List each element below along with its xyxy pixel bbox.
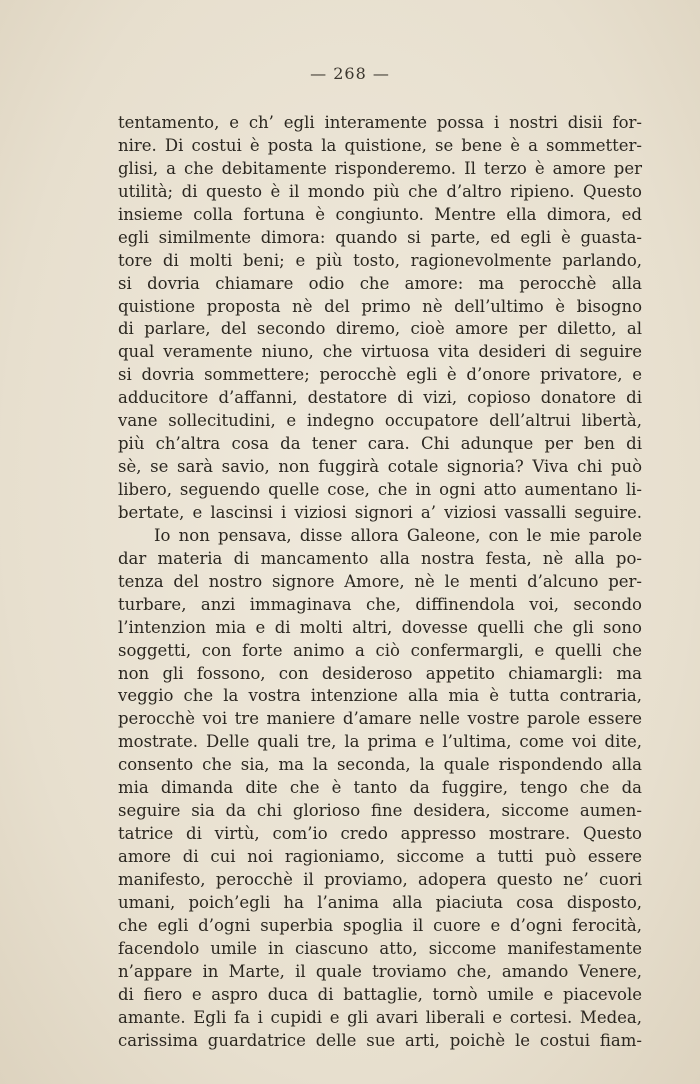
text-line: che egli d’ogni superbia spoglia il cuore e d’ogni ferocità, — [118, 915, 642, 935]
text-line: dar materia di mancamento alla nostra festa, nè alla po- — [118, 548, 642, 568]
text-line: libero, seguendo quelle cose, che in ogni atto aumentano li- — [118, 480, 642, 499]
text-line: umani, poich’egli ha l’anima alla piaciuta cosa disposto, — [118, 892, 642, 912]
text-line: facendolo umile in ciascuno atto, siccome manifestamente — [118, 938, 642, 958]
text-line: glisi, a che debitamente risponderemo. Il terzo è amore per — [118, 158, 642, 178]
text-line: amante. Egli fa i cupidi e gli avari liberali e cortesi. Medea, — [118, 1007, 642, 1027]
paragraph — [118, 112, 642, 525]
text-line: mostrate. Delle quali tre, la prima e l’ultima, come voi dite, — [118, 732, 642, 752]
text-line: turbare, anzi immaginava che, diffinendola voi, secondo — [118, 594, 642, 614]
text-line: seguire sia da chi glorioso fine desidera, siccome aumen- — [118, 801, 642, 821]
text-line: veggio che la vostra intenzione alla mia è tutta contraria, — [118, 686, 642, 706]
text-line: utilità; di questo è il mondo più che d’altro ripieno. Questo — [118, 181, 642, 201]
text-line: egli similmente dimora: quando si parte, ed egli è guasta- — [118, 227, 642, 247]
text-line: n’appare in Marte, il quale troviamo che, amando Venere, — [118, 961, 642, 981]
text-line: tore di molti beni; e più tosto, ragionevolmente parlando, — [118, 250, 642, 270]
text-line: perocchè voi tre maniere d’amare nelle vostre parole essere — [118, 709, 642, 729]
text-line: qual veramente niuno, che virtuosa vita desideri di seguire — [118, 342, 642, 362]
text-line: nire. Di costui è posta la quistione, se bene è a sommetter- — [118, 135, 642, 155]
text-line: vane sollecitudini, e indegno occupatore dell’altrui libertà, — [118, 411, 642, 431]
text-line: carissima guardatrice delle sue arti, poichè le costui fiam- — [118, 1030, 642, 1050]
text-line: più ch’altra cosa da tener cara. Chi adunque per ben di — [118, 434, 642, 454]
paragraph — [118, 525, 642, 1053]
text-line: tenza del nostro signore Amore, nè le menti d’alcuno per- — [118, 571, 642, 591]
text-line: tatrice di virtù, com’io credo appresso mostrare. Questo — [118, 824, 642, 844]
text-line: amore di cui noi ragioniamo, siccome a tutti può essere — [118, 847, 642, 866]
text-line: quistione proposta nè del primo nè dell’ultimo è bisogno — [118, 296, 642, 316]
text-line: l’intenzion mia e di molti altri, dovesse quelli che gli sono — [118, 617, 642, 637]
body-text — [118, 112, 642, 1052]
text-line: insieme colla fortuna è congiunto. Mentre ella dimora, ed — [118, 204, 642, 224]
text-line: manifesto, perocchè il proviamo, adopera questo ne’ cuori — [118, 869, 642, 889]
page-number: — 268 — — [310, 64, 390, 83]
text-line: mia dimanda dite che è tanto da fuggire, tengo che da — [118, 778, 642, 798]
text-line: soggetti, con forte animo a ciò confermargli, e quelli che — [118, 640, 642, 660]
text-line: sè, se sarà savio, non fuggirà cotale signoria? Viva chi può — [118, 457, 642, 477]
text-line: di fiero e aspro duca di battaglie, tornò umile e piacevole — [118, 984, 642, 1004]
text-line: Io non pensava, disse allora Galeone, con le mie parole — [154, 525, 642, 545]
text-line: bertate, e lascinsi i viziosi signori a’ viziosi vassalli seguire. — [118, 502, 642, 522]
text-line: non gli fossono, con desideroso appetito chiamargli: ma — [118, 663, 642, 683]
text-line: di parlare, del secondo diremo, cioè amore per diletto, al — [118, 319, 642, 339]
text-line: adducitore d’affanni, destatore di vizi, copioso donatore di — [118, 388, 642, 408]
text-line: si dovria chiamare odio che amore: ma perocchè alla — [118, 273, 642, 293]
text-line: consento che sia, ma la seconda, la quale rispondendo alla — [118, 755, 642, 775]
text-line: tentamento, e ch’ egli interamente possa i nostri disii for- — [118, 113, 642, 132]
text-line: si dovria sommettere; perocchè egli è d’onore privatore, e — [118, 365, 642, 385]
